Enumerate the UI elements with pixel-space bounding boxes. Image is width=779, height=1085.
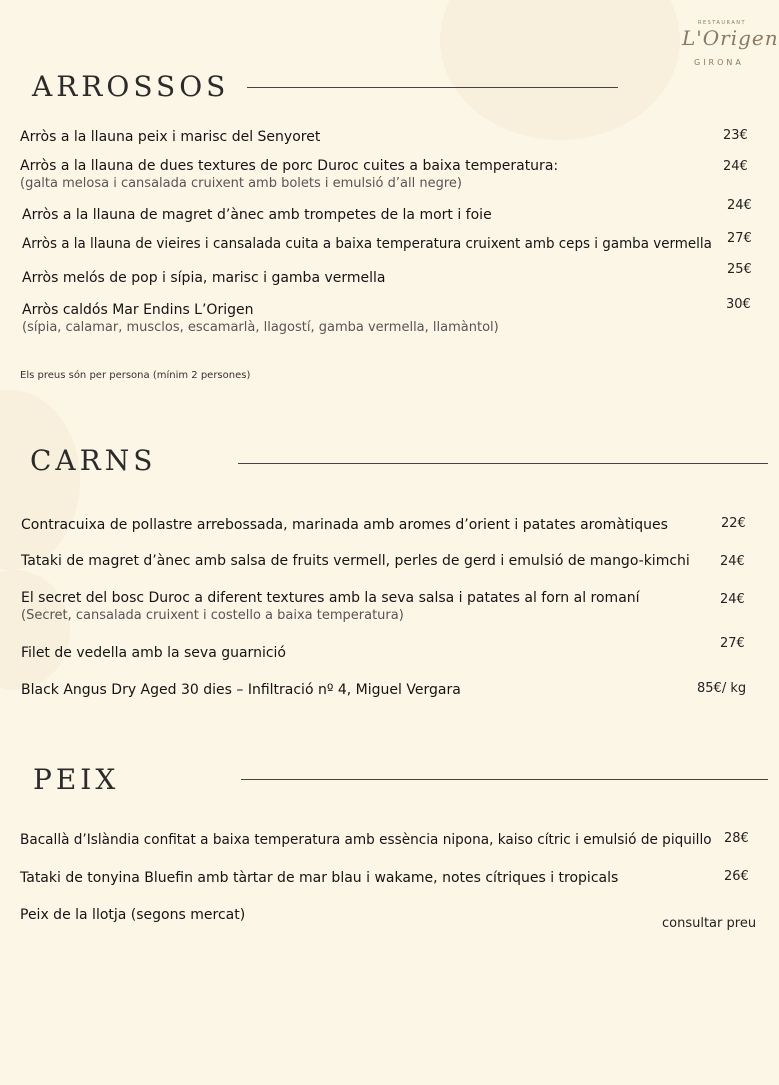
menu-item [20,869,618,887]
section-title-arrossos: ARROSSOS [32,70,230,103]
menu-item-name: Tataki de tonyina Bluefin amb tàrtar de mar blau i wakame, notes cítriques i tropicals [20,870,619,886]
menu-item-description: (Secret, cansalada cruixent i costello a baixa temperatura) [21,608,404,623]
menu-item-name: Arròs a la llauna de vieires i cansalada cuita a baixa temperatura cruixent amb ceps i gamba vermella [22,236,712,252]
menu-item-price: 28€ [724,831,749,846]
section-divider [241,779,768,780]
logo-city: GIRONA [694,58,744,67]
menu-item-price: 24€ [720,554,745,569]
menu-item [20,906,245,924]
menu-item-name: Black Angus Dry Aged 30 dies – Infiltració nº 4, Miguel Vergara [21,682,461,698]
menu-item [21,681,461,699]
menu-item [21,644,286,662]
background-stain [0,390,80,570]
menu-item [20,128,320,146]
menu-item [22,269,386,287]
menu-item-price: 85€/ kg [697,681,747,696]
menu-item-name: Arròs caldós Mar Endins L’Origen [22,302,254,318]
section-divider [247,87,618,88]
menu-item [22,206,492,224]
logo-tagline: RESTAURANT [698,20,747,26]
menu-item [21,589,640,625]
menu-item-name: Bacallà d’Islàndia confitat a baixa temperatura amb essència nipona, kaiso cítric i emulsió de piquillo [20,832,712,848]
menu-item-price: 24€ [723,159,748,174]
menu-item-description: (galta melosa i cansalada cruixent amb bolets i emulsió d’all negre) [20,176,462,191]
menu-item [20,831,712,849]
menu-item-name: Peix de la llotja (segons mercat) [20,907,246,923]
menu-item-name: Arròs a la llauna de dues textures de porc Duroc cuites a baixa temperatura: [20,158,559,174]
menu-item-price: 27€ [727,231,752,246]
menu-item-price: 25€ [727,262,752,277]
menu-item-price: 27€ [720,636,745,651]
menu-item [22,235,712,253]
background-stain [0,570,70,690]
section-title-carns: CARNS [30,444,157,477]
menu-item-name: Arròs a la llauna peix i marisc del Senyoret [20,129,321,145]
menu-item-name: Contracuixa de pollastre arrebossada, marinada amb aromes d’orient i patates aromàtiques [21,517,668,533]
restaurant-logo [676,18,779,70]
menu-item-name: Arròs a la llauna de magret d’ànec amb trompetes de la mort i foie [22,207,492,223]
price-note: Els preus són per persona (mínim 2 persones) [20,370,251,381]
menu-item [21,552,690,570]
menu-item-price: 23€ [723,128,748,143]
menu-item-name: Tataki de magret d’ànec amb salsa de fruits vermell, perles de gerd i emulsió de mango-kimchi [21,553,690,569]
menu-item-description: (sípia, calamar, musclos, escamarlà, llagostí, gamba vermella, llamàntol) [22,320,499,335]
menu-item-price: 22€ [721,516,746,531]
section-divider [238,463,768,464]
menu-item-name: El secret del bosc Duroc a diferent textures amb la seva salsa i patates al forn al romaní [21,590,640,606]
menu-item [21,516,668,534]
menu-item-name: Arròs melós de pop i sípia, marisc i gamba vermella [22,270,386,286]
menu-item-price: 26€ [724,869,749,884]
menu-item-price: 24€ [720,592,745,607]
menu-item-price: 30€ [726,297,751,312]
menu-item-price: consultar preu [662,916,757,931]
logo-name: L'Origen [682,26,779,50]
background-stain [440,0,680,140]
menu-item [22,301,499,337]
menu-item [20,157,558,193]
menu-item-name: Filet de vedella amb la seva guarnició [21,645,286,661]
menu-item-price: 24€ [727,198,752,213]
section-title-peix: PEIX [33,763,120,796]
